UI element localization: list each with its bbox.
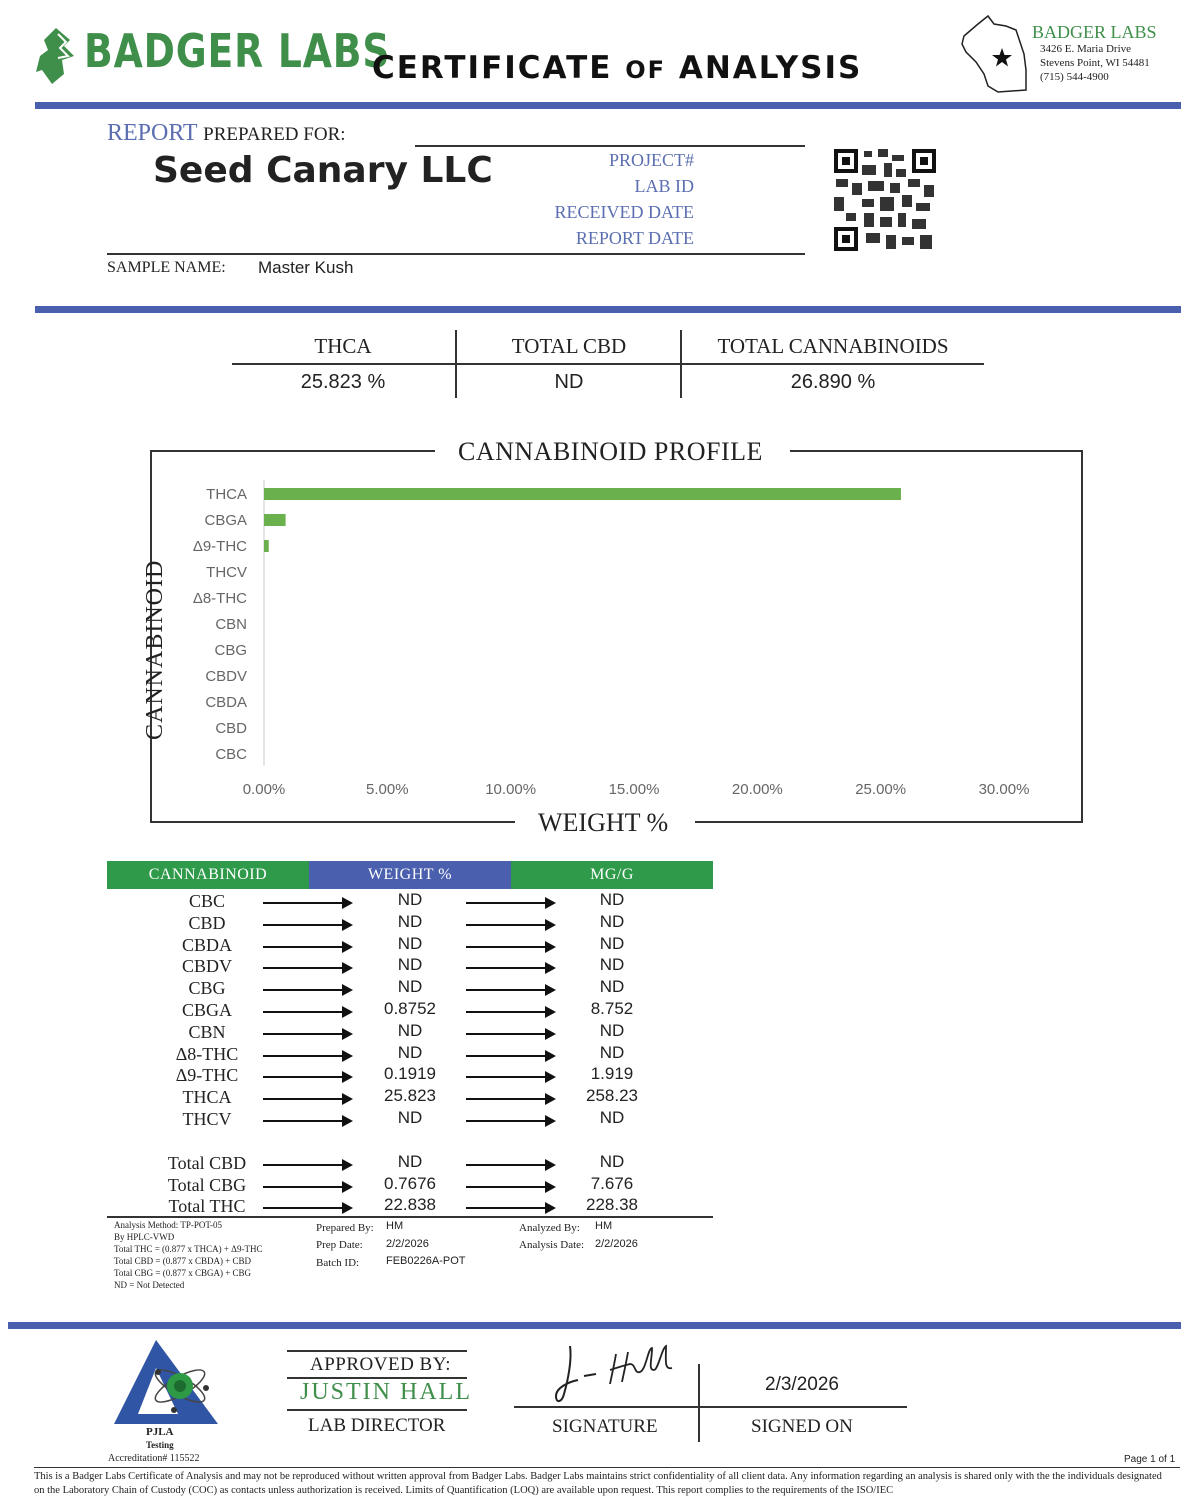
analyzed-by-label: Analyzed By:: [519, 1222, 580, 1234]
disclaimer: This is a Badger Labs Certificate of Analysis and may not be reproduced without written approval from Badger Labs. Badger Labs maintains strict confidentiality of all client data. Any information regarding an analysis is shared only with the the individuals designated on the Laboratory Chain of Custody (COC) as contacts unless authorization is received. Limits of Quantification (LOQ) are available upon request. This report complies to the requirements of the ISO/IEC: [34, 1471, 1162, 1496]
chart-category-label: CBG: [214, 642, 247, 659]
chart-category-label: Δ9-THC: [192, 538, 247, 555]
analysis-date-value: 2/2/2026: [595, 1238, 638, 1250]
chart-category-label: THCV: [206, 564, 247, 581]
title-part-2: ANALYSIS: [678, 50, 863, 86]
arrow-icon: [466, 989, 554, 991]
address-lab-name: BADGER LABS: [1032, 22, 1157, 42]
table-row-name: Δ8-THC: [175, 1043, 239, 1064]
summary-value-total-cannabinoids: 26.890 %: [790, 371, 876, 393]
report-date-label: REPORT DATE: [575, 228, 694, 248]
notes: [114, 1219, 262, 1291]
cannabinoid-bar-chart: [160, 470, 1060, 810]
batch-id-label: Batch ID:: [316, 1257, 360, 1269]
badger-logo-icon: [34, 26, 78, 86]
table-header-weight: WEIGHT %: [309, 861, 511, 889]
prepared-for-label: PREPARED FOR:: [203, 124, 346, 145]
chart-bar: [264, 514, 286, 526]
chart-x-tick-label: 25.00%: [855, 781, 907, 798]
table-header-cannabinoid: CANNABINOID: [107, 861, 309, 889]
signature-rule: [514, 1406, 907, 1408]
total-row-mg-per-g: 228.38: [586, 1195, 638, 1214]
summary-value-total-cbd: ND: [554, 371, 584, 393]
note-instrument: By HPLC-VWD: [114, 1232, 175, 1242]
arrow-icon: [466, 1164, 554, 1166]
arrow-icon: [466, 1186, 554, 1188]
analysis-date-label: Analysis Date:: [519, 1239, 585, 1251]
arrow-icon: [263, 989, 351, 991]
chart-category-label: CBD: [215, 720, 247, 737]
summary-header-total-cbd: TOTAL CBD: [511, 334, 627, 358]
chart-category-label: CBC: [215, 746, 247, 763]
disclaimer-rule: [34, 1467, 1180, 1468]
signature-image: [548, 1340, 678, 1408]
chart-category-label: CBDV: [205, 668, 247, 685]
chart-category-label: Δ8-THC: [192, 590, 247, 607]
arrow-icon: [466, 946, 554, 948]
chart-x-tick-label: 20.00%: [731, 781, 783, 798]
total-row-weight: 0.7676: [384, 1174, 436, 1193]
arrow-icon: [263, 1186, 351, 1188]
arrow-icon: [263, 946, 351, 948]
chart-x-tick-label: 5.00%: [366, 781, 409, 798]
table-row-weight: ND: [397, 1042, 423, 1062]
arrow-icon: [263, 1120, 351, 1122]
table-bottom-rule: [107, 1216, 713, 1218]
address-street: 3426 E. Maria Drive: [1040, 43, 1132, 55]
footer-divider: [8, 1322, 1181, 1329]
table-row-weight: ND: [397, 890, 423, 909]
arrow-icon: [263, 1098, 351, 1100]
arrow-icon: [263, 967, 351, 969]
arrow-icon: [263, 1033, 351, 1035]
table-row-weight: ND: [397, 977, 423, 997]
title-of: OF: [625, 56, 667, 84]
table-row-weight: ND: [397, 911, 423, 931]
note-total-cbg: Total CBG = (0.877 x CBGA) + CBG: [114, 1268, 252, 1278]
summary-header-total-cannabinoids: TOTAL CANNABINOIDS: [717, 334, 949, 358]
arrow-icon: [263, 1207, 351, 1209]
note-total-cbd: Total CBD = (0.877 x CBDA) + CBD: [114, 1256, 252, 1266]
total-row-weight: ND: [397, 1152, 423, 1171]
header-divider: [35, 102, 1181, 109]
meta-top-rule: [415, 145, 805, 147]
client-name: Seed Canary LLC: [153, 150, 493, 191]
arrow-icon: [263, 902, 351, 904]
project-number-label: PROJECT#: [608, 150, 694, 170]
arrow-icon: [466, 1098, 554, 1100]
approved-bottom-rule: [287, 1409, 467, 1411]
table-row-name: CBDA: [181, 934, 232, 955]
prep-date-label: Prep Date:: [316, 1239, 363, 1251]
table-row-mg-per-g: ND: [599, 890, 625, 909]
approver-name: JUSTIN HALL: [300, 1379, 472, 1405]
chart-category-label: THCA: [206, 486, 247, 503]
pjla-sub-label: Testing: [146, 1440, 174, 1450]
qr-code-icon: [832, 147, 938, 253]
chart-x-tick-label: 15.00%: [608, 781, 660, 798]
total-row-name: Total CBG: [167, 1175, 247, 1195]
table-row-weight: 25.823: [384, 1086, 436, 1106]
signed-on-label: SIGNED ON: [751, 1416, 853, 1437]
address-phone: (715) 544-4900: [1040, 71, 1109, 83]
analyzed-by-value: HM: [595, 1220, 613, 1232]
chart-x-tick-label: 0.00%: [242, 781, 286, 798]
sample-name-value: Master Kush: [258, 258, 354, 277]
table-row-mg-per-g: ND: [599, 1020, 625, 1040]
arrow-icon: [466, 1033, 554, 1035]
received-date-label: RECEIVED DATE: [554, 202, 694, 222]
table-row-name: CBC: [188, 891, 226, 911]
title-part-1: CERTIFICATE: [372, 50, 613, 86]
table-row-name: CBN: [188, 1021, 226, 1042]
summary-divider-1: [455, 330, 457, 398]
arrow-icon: [466, 902, 554, 904]
note-total-thc: Total THC = (0.877 x THCA) + Δ9-THC: [114, 1244, 263, 1254]
chart-category-label: CBN: [215, 616, 247, 633]
table-row-mg-per-g: ND: [599, 1042, 625, 1062]
table-row-mg-per-g: ND: [599, 933, 625, 953]
arrow-icon: [263, 1076, 351, 1078]
table-row-mg-per-g: 8.752: [590, 999, 634, 1018]
table-row-weight: ND: [397, 1020, 423, 1040]
arrow-icon: [263, 924, 351, 926]
logo-text: BADGER LABS: [84, 24, 391, 78]
chart-y-axis-label: CANNABINOID: [142, 559, 168, 740]
report-label: REPORT: [107, 120, 198, 146]
sample-name-label: SAMPLE NAME:: [107, 259, 226, 276]
table-row-mg-per-g: ND: [599, 977, 625, 997]
document-title: [372, 50, 862, 86]
total-row-mg-per-g: 7.676: [590, 1174, 634, 1193]
prepared-by-label: Prepared By:: [316, 1222, 374, 1234]
table-row-mg-per-g: ND: [599, 911, 625, 931]
table-row-name: CBGA: [181, 1000, 232, 1020]
table-row-weight: 0.1919: [384, 1064, 436, 1084]
arrow-icon: [466, 1207, 554, 1209]
table-row-mg-per-g: 258.23: [586, 1086, 638, 1106]
arrow-icon: [466, 1011, 554, 1013]
section-divider: [35, 306, 1181, 313]
table-row-weight: ND: [397, 1108, 423, 1127]
table-row-weight: 0.8752: [384, 999, 436, 1018]
approved-by-label: APPROVED BY:: [310, 1354, 451, 1375]
approver-role: LAB DIRECTOR: [308, 1415, 446, 1436]
table-header-mgg: MG/G: [511, 861, 713, 889]
arrow-icon: [466, 1055, 554, 1057]
arrow-icon: [263, 1055, 351, 1057]
address-city: Stevens Point, WI 54481: [1040, 57, 1150, 69]
arrow-icon: [466, 1120, 554, 1122]
total-row-weight: 22.838: [384, 1195, 436, 1214]
table-row-name: Δ9-THC: [175, 1065, 239, 1086]
table-row-name: CBDV: [181, 956, 232, 977]
batch-id-value: FEB0226A-POT: [386, 1255, 466, 1267]
table-row-mg-per-g: ND: [599, 955, 625, 975]
signature-divider: [698, 1364, 700, 1442]
table-row-name: THCV: [182, 1109, 232, 1129]
lab-id-label: LAB ID: [634, 176, 694, 196]
arrow-icon: [466, 1076, 554, 1078]
note-method: Analysis Method: TP-POT-05: [114, 1220, 223, 1230]
signature-label: SIGNATURE: [552, 1416, 658, 1437]
chart-category-label: CBDA: [205, 694, 247, 711]
total-row-name: Total CBD: [167, 1153, 247, 1173]
accreditation-number: Accreditation# 115522: [108, 1453, 200, 1464]
approved-top-rule: [287, 1350, 467, 1352]
chart-bar: [264, 488, 901, 500]
meta-bottom-rule: [107, 253, 805, 255]
pjla-label: PJLA: [146, 1426, 174, 1438]
arrow-icon: [263, 1164, 351, 1166]
total-row-mg-per-g: ND: [599, 1152, 625, 1171]
total-row-name: Total THC: [168, 1196, 246, 1216]
chart-bar: [264, 540, 269, 552]
prepared-by-value: HM: [386, 1220, 404, 1232]
pjla-logo-icon: [112, 1338, 222, 1428]
table-row-name: CBD: [188, 912, 226, 933]
chart-title: CANNABINOID PROFILE: [458, 437, 763, 466]
summary-header-thca: THCA: [314, 334, 372, 358]
chart-x-tick-label: 10.00%: [485, 781, 537, 798]
table-row-mg-per-g: ND: [599, 1108, 625, 1127]
summary-rule: [232, 363, 984, 365]
table-row-name: CBG: [188, 978, 226, 999]
arrow-icon: [466, 924, 554, 926]
wisconsin-map-icon: [958, 14, 1032, 94]
table-row-weight: ND: [397, 933, 423, 953]
report-prepared-for-label: [107, 120, 346, 147]
table-row-weight: ND: [397, 955, 423, 975]
summary-value-thca: 25.823 %: [300, 371, 386, 393]
chart-x-axis-label: WEIGHT %: [538, 808, 669, 837]
prep-date-value: 2/2/2026: [386, 1238, 429, 1250]
note-nd: ND = Not Detected: [114, 1280, 185, 1290]
chart-x-tick-label: 30.00%: [978, 781, 1030, 798]
signed-on-date: 2/3/2026: [765, 1374, 839, 1395]
arrow-icon: [466, 967, 554, 969]
chart-category-label: CBGA: [204, 512, 247, 529]
arrow-icon: [263, 1011, 351, 1013]
table-row-mg-per-g: 1.919: [590, 1064, 634, 1084]
table-row-name: THCA: [182, 1087, 232, 1108]
page-number: Page 1 of 1: [1124, 1454, 1176, 1465]
